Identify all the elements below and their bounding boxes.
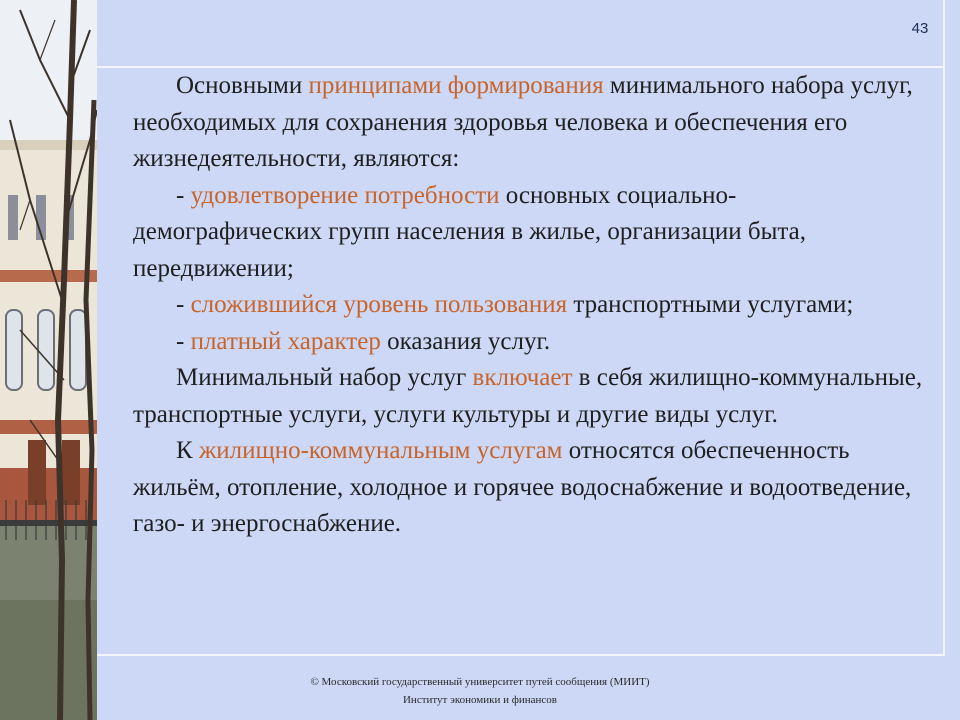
text-segment: оказания услуг.	[380, 327, 551, 355]
paragraph	[133, 324, 923, 361]
footer	[97, 673, 863, 709]
text-segment: Минимальный набор услуг	[176, 364, 473, 391]
slide-number: 43	[911, 20, 929, 37]
building-photo	[0, 0, 97, 720]
footer-university: © Московский государственный университет путей сообщения (МИИТ)	[310, 676, 650, 688]
text-segment: основных социально-демографических групп населения в жилье, организации быта, передвижении;	[133, 181, 806, 282]
highlighted-term: жилищно-коммунальным услугам	[198, 437, 563, 464]
paragraph	[133, 433, 923, 543]
paragraph	[133, 287, 923, 324]
highlighted-term: включает	[472, 364, 573, 391]
text-segment: транспортными услугами;	[567, 291, 854, 318]
paragraph	[133, 178, 923, 288]
text-segment: К	[176, 437, 199, 464]
text-segment: относятся обеспеченность жильём, отопление, холодное и горячее водоснабжение и водоотведение, газо- и энергоснабжение.	[133, 437, 912, 537]
paragraph	[133, 68, 923, 178]
highlighted-term: удовлетворение потребности	[190, 181, 500, 209]
text-segment: -	[176, 181, 191, 209]
text-segment: Основными	[176, 72, 309, 99]
text-segment: -	[176, 327, 191, 355]
highlighted-term: принципами формирования	[308, 72, 604, 99]
text-segment: минимального набора услуг, необходимых для сохранения здоровья человека и обеспечения его жизнедеятельности, являются:	[133, 72, 913, 172]
footer-institute: Институт экономики и финансов	[402, 694, 558, 706]
paragraph	[133, 360, 923, 433]
highlighted-term: платный характер	[190, 327, 381, 355]
bottom-divider	[97, 654, 945, 656]
slide-body-text	[133, 68, 923, 543]
text-segment: в себя жилищно-коммунальные, транспортные услуги, услуги культуры и другие виды услуг.	[133, 364, 923, 428]
text-segment: -	[176, 291, 191, 318]
highlighted-term: сложившийся уровень пользования	[190, 291, 568, 318]
right-divider	[943, 0, 945, 656]
building-photo-illustration	[0, 0, 97, 720]
